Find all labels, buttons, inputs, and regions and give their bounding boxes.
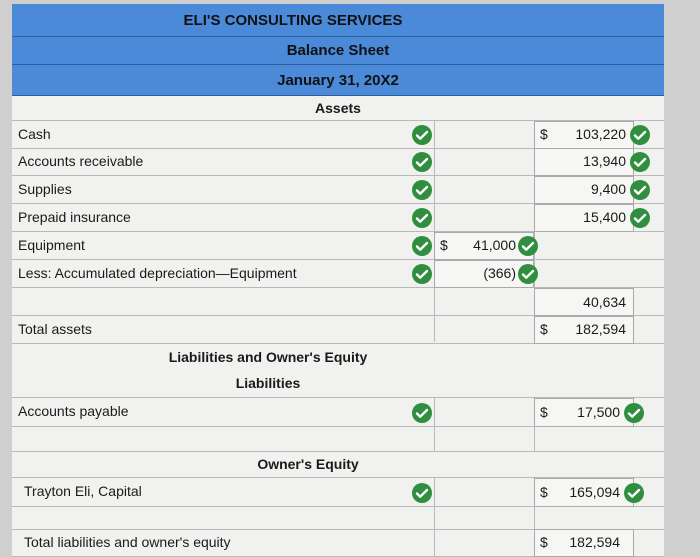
amount-value: (366) <box>483 265 516 281</box>
row-label: Total liabilities and owner's equity <box>24 534 231 550</box>
row-total-assets <box>12 316 664 344</box>
dollar-sign: $ <box>540 404 548 420</box>
row-label: Total assets <box>18 321 92 337</box>
column-divider <box>434 505 435 529</box>
column-divider <box>434 398 435 426</box>
check-icon <box>412 403 432 423</box>
amount-value: 182,594 <box>569 534 620 550</box>
row-label: Accounts payable <box>18 403 129 419</box>
amount-value: 17,500 <box>577 404 620 420</box>
check-icon <box>412 483 432 503</box>
dollar-sign: $ <box>540 321 548 337</box>
amount-value: 13,940 <box>583 153 626 169</box>
row-accounts-receivable <box>12 148 664 176</box>
amount-value: 9,400 <box>590 181 626 197</box>
statement-title: Balance Sheet <box>286 42 390 59</box>
row-label: Prepaid insurance <box>18 209 131 225</box>
check-icon <box>412 208 432 228</box>
row-label: Accounts receivable <box>18 153 144 169</box>
check-icon <box>518 236 538 256</box>
check-icon <box>630 208 650 228</box>
dollar-sign: $ <box>540 126 548 142</box>
check-icon <box>412 125 432 145</box>
statement-title-header <box>12 37 664 65</box>
check-icon <box>518 264 538 284</box>
row-label: Supplies <box>18 181 72 197</box>
dollar-sign: $ <box>540 484 548 500</box>
row-supplies <box>12 176 664 204</box>
liabilities-equity-heading: Liabilities and Owner's Equity <box>168 349 368 365</box>
row-net-equipment <box>12 288 664 316</box>
column-divider <box>534 505 535 529</box>
row-blank <box>12 425 664 452</box>
row-label: Cash <box>18 126 51 142</box>
owners-equity-heading: Owner's Equity <box>257 456 359 472</box>
row-equipment <box>12 232 664 260</box>
balance-sheet <box>12 4 664 557</box>
row-prepaid-insurance <box>12 204 664 232</box>
amount-value: 40,634 <box>583 294 626 310</box>
check-icon <box>630 180 650 200</box>
row-capital <box>12 477 664 507</box>
row-cash <box>12 120 664 149</box>
row-blank <box>12 505 664 530</box>
check-icon <box>412 264 432 284</box>
dollar-sign: $ <box>440 237 448 253</box>
check-icon <box>624 483 644 503</box>
amount-value: 41,000 <box>473 237 516 253</box>
row-label: Equipment <box>18 237 85 253</box>
row-accumulated-depreciation <box>12 260 664 288</box>
amount-value: 165,094 <box>569 484 620 500</box>
column-divider <box>534 425 535 451</box>
check-icon <box>412 180 432 200</box>
check-icon <box>412 152 432 172</box>
column-divider <box>434 425 435 451</box>
row-accounts-payable <box>12 397 664 427</box>
amount-value: 182,594 <box>575 321 626 337</box>
check-icon <box>630 152 650 172</box>
column-divider <box>434 529 435 556</box>
statement-date: January 31, 20X2 <box>277 72 399 89</box>
row-label: Less: Accumulated depreciation—Equipment <box>18 265 297 281</box>
check-icon <box>624 403 644 423</box>
amount-value: 15,400 <box>583 209 626 225</box>
check-icon <box>630 125 650 145</box>
assets-heading: Assets <box>315 100 361 116</box>
row-label: Trayton Eli, Capital <box>24 483 142 499</box>
dollar-sign: $ <box>540 534 548 550</box>
company-name: ELI'S CONSULTING SERVICES <box>183 12 403 29</box>
liabilities-heading: Liabilities <box>235 375 301 391</box>
company-name-header <box>12 4 664 37</box>
check-icon <box>412 236 432 256</box>
amount-value: 103,220 <box>575 126 626 142</box>
column-divider <box>434 478 435 506</box>
row-total-liabilities-equity <box>12 529 664 557</box>
statement-date-header <box>12 65 664 96</box>
